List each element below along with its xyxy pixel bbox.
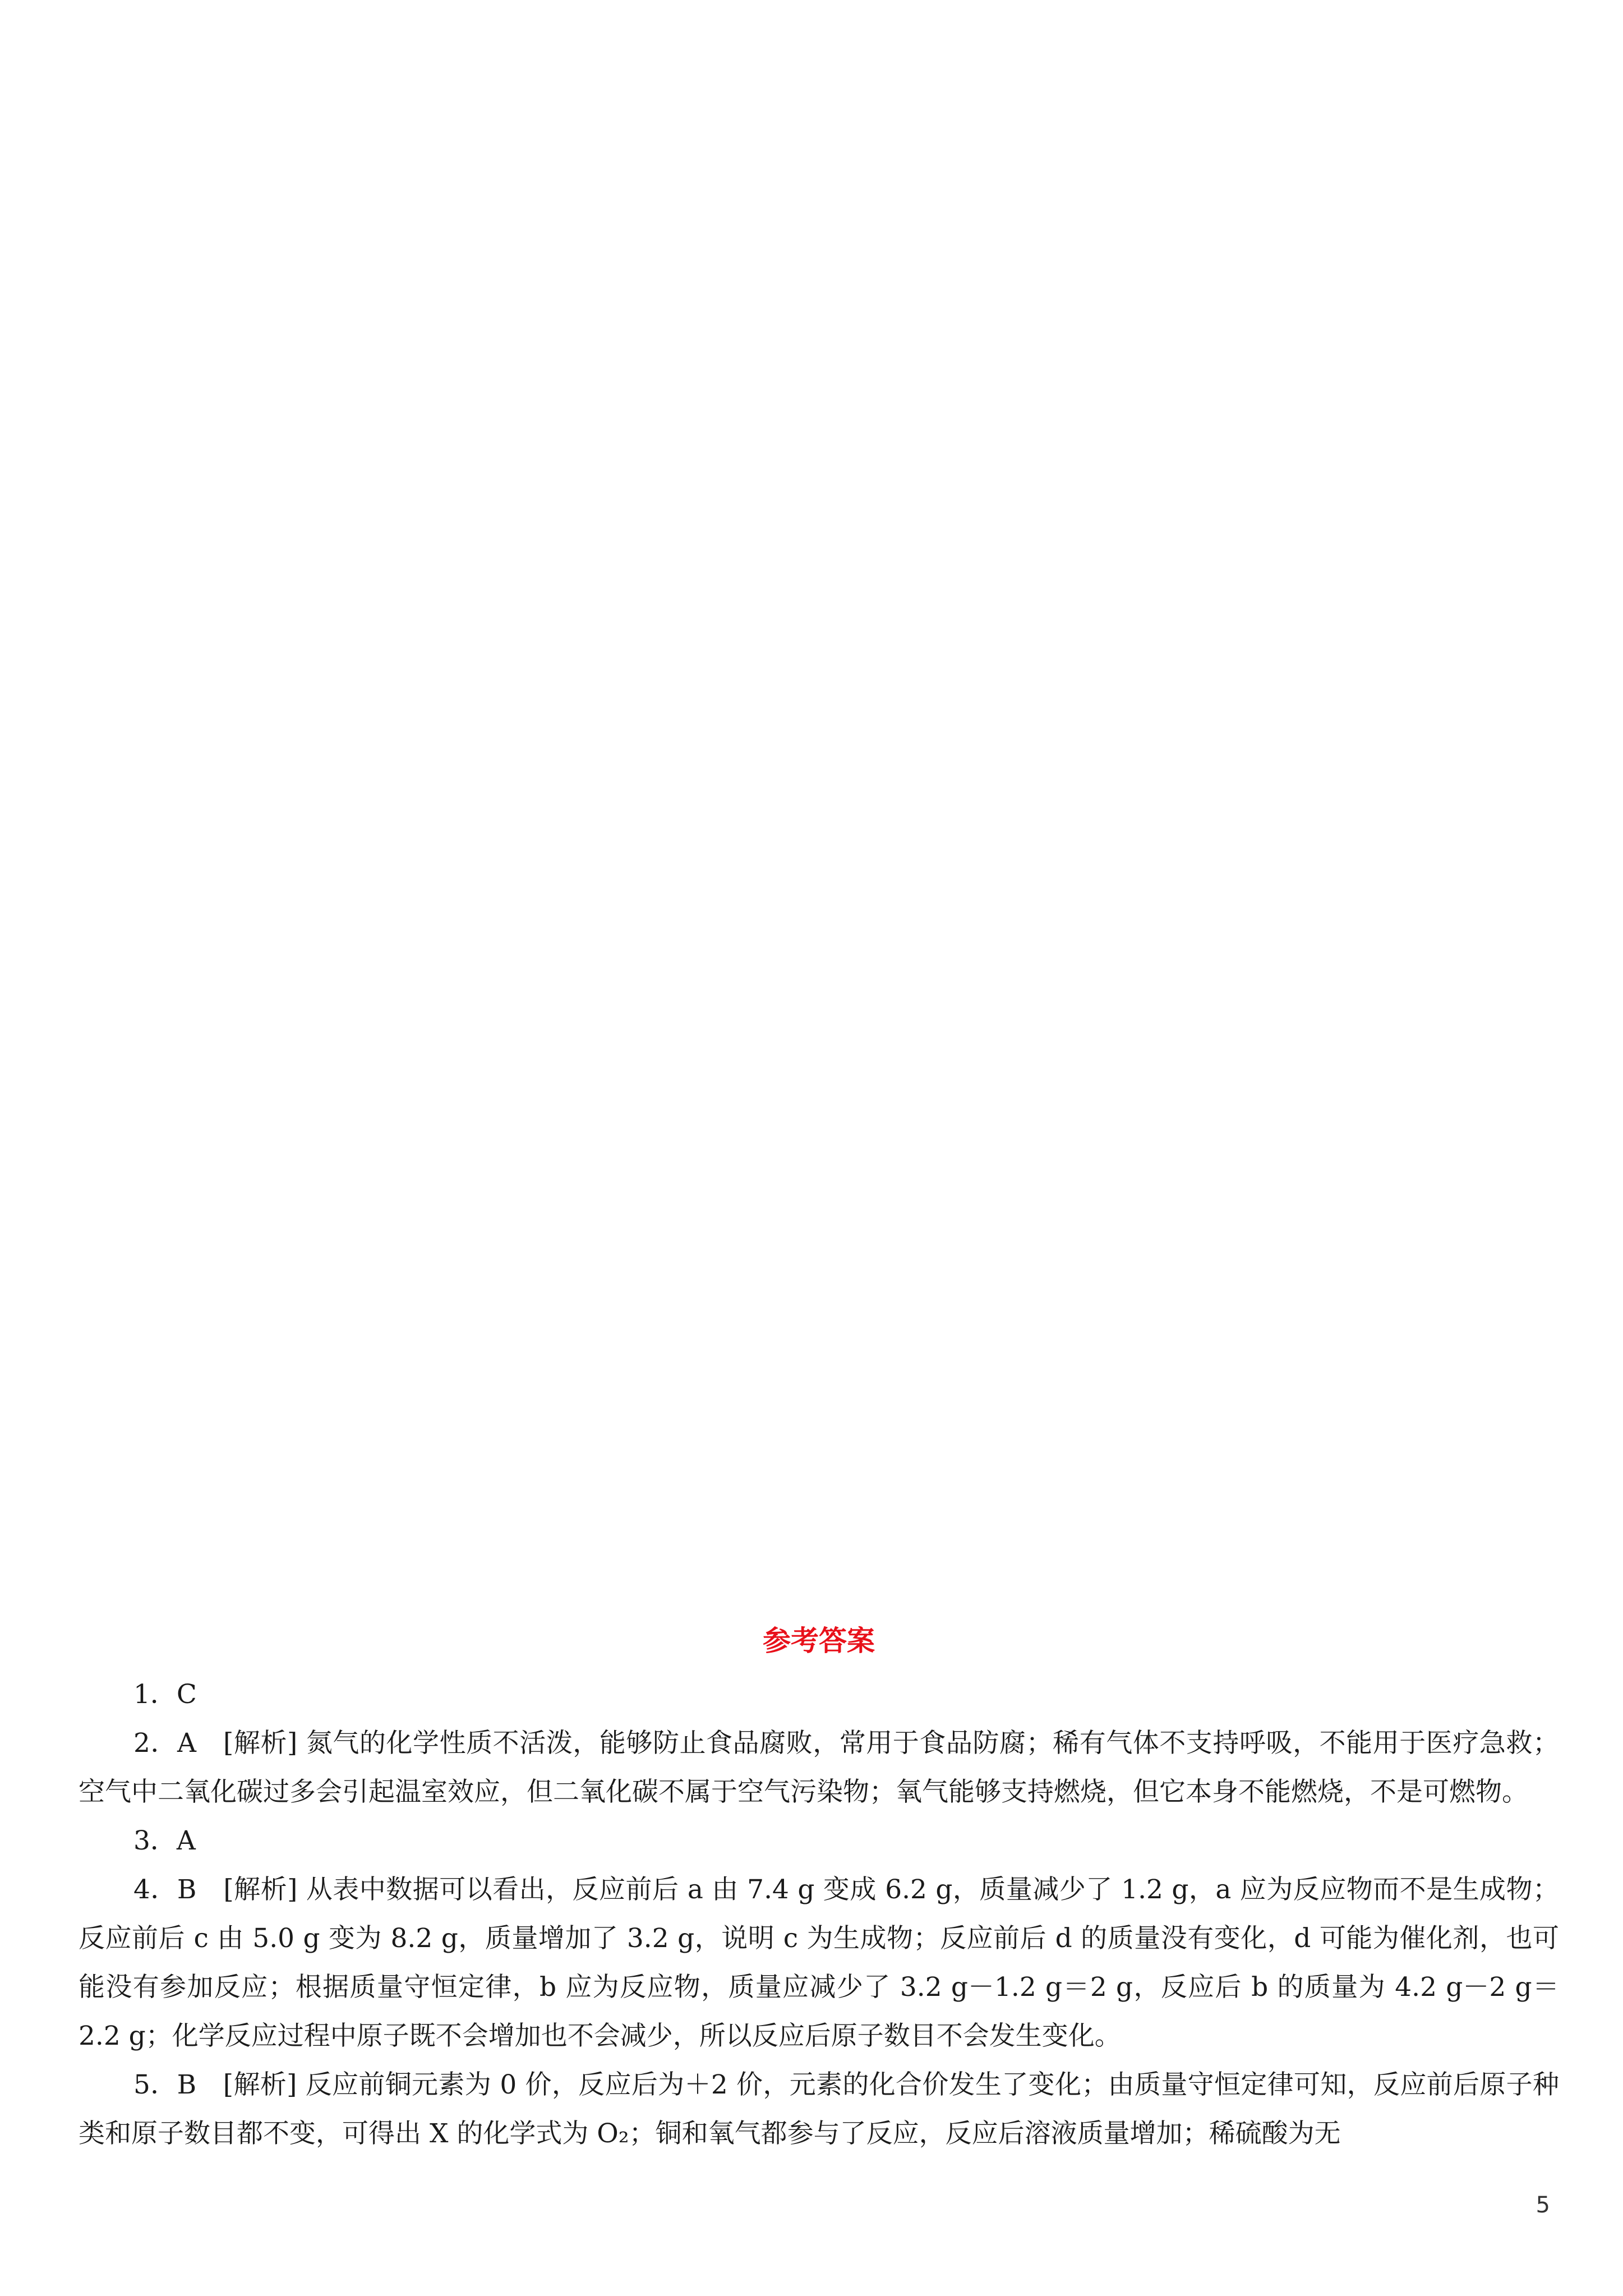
answer-item-4: 4．B [解析] 从表中数据可以看出，反应前后 a 由 7.4 g 变成 6.2 g，质量减少了 1.2 g，a 应为反应物而不是生成物；反应前后 c 由 5.0 g 变为 8.2 g，质量增加了 3.2 g，说明 c 为生成物；反应前后 d 的质量没有变化，d 可能为催化剂，也可能没有参加反应；根据质量守恒定律，b 应为反应物，质量应减少了 3.2 g－1.2 g＝2 g，反应后 b 的质量为 4.2 g－2 g＝2.2 g；化学反应过程中原子既不会增加也不会减少，所以反应后原子数目不会发生变化。 (79, 1874, 1559, 2051)
section-title: 参考答案 (763, 1625, 875, 1657)
answer-section (79, 1618, 1559, 2158)
answer-item-3: 3．A (133, 1825, 196, 1856)
page-number: 5 (1536, 2192, 1550, 2218)
answer-item-5: 5．B [解析] 反应前铜元素为 0 价，反应后为＋2 价，元素的化合价发生了变化；由质量守恒定律可知，反应前后原子种类和原子数目都不变，可得出 X 的化学式为 O₂；铜和氧气都参与了反应，反应后溶液质量增加；稀硫酸为无 (79, 2069, 1559, 2149)
answer-item-1: 1．C (133, 1679, 197, 1710)
answer-item-2: 2．A [解析] 氮气的化学性质不活泼，能够防止食品腐败，常用于食品防腐；稀有气体不支持呼吸，不能用于医疗急救；空气中二氧化碳过多会引起温室效应，但二氧化碳不属于空气污染物；氧气能够支持燃烧，但它本身不能燃烧，不是可燃物。 (79, 1728, 1559, 1807)
